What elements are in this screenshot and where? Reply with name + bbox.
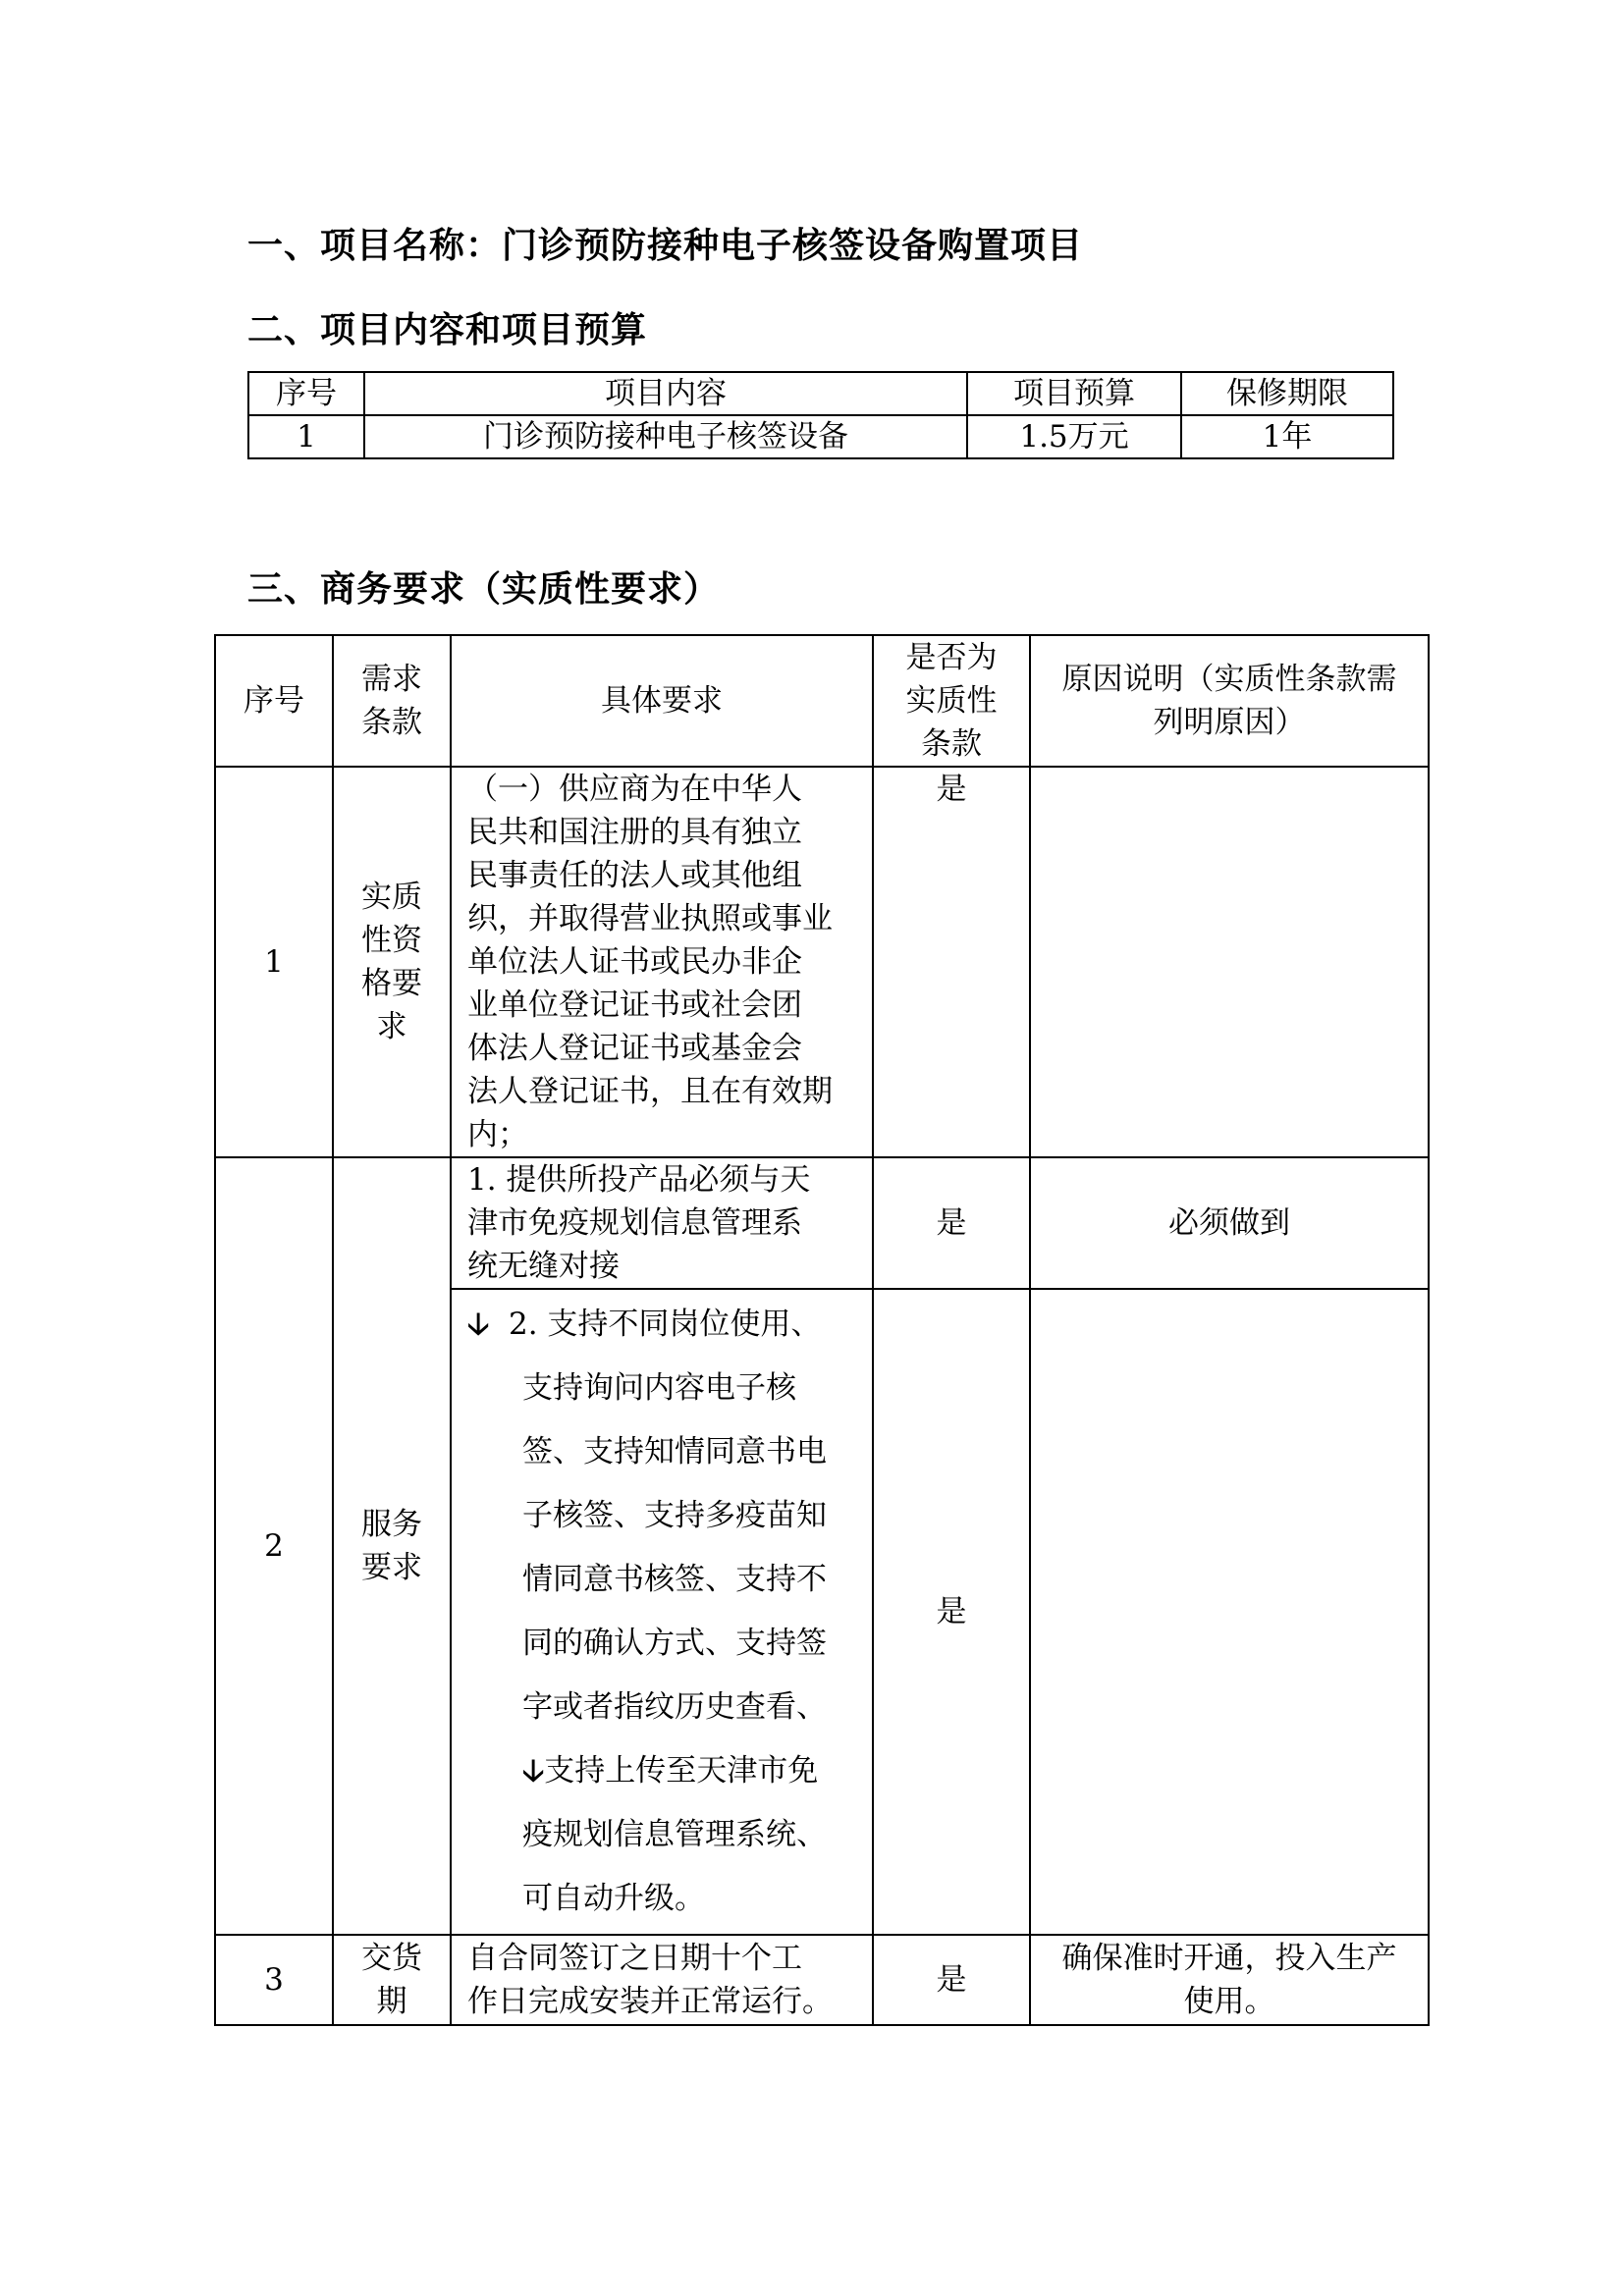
detail-b-line: 子核签、支持多疫苗知 [522, 1498, 827, 1533]
header-content: 项目内容 [364, 372, 967, 415]
detail-b-first: 2. 支持不同岗位使用、 [508, 1307, 822, 1342]
row2-clause: 服务 要求 [333, 1157, 451, 1935]
row2-substantive-b: 是 [873, 1289, 1030, 1935]
bullet-line-2 [467, 1739, 862, 1803]
header-reason: 原因说明（实质性条款需 列明原因） [1030, 635, 1429, 767]
row2-detail-a: 1. 提供所投产品必须与天 津市免疫规划信息管理系 统无缝对接 [451, 1157, 873, 1289]
arrow-down-icon: 🡣 [522, 1753, 545, 1789]
header-detail: 具体要求 [451, 635, 873, 767]
heading-business-requirements: 三、商务要求（实质性要求） [247, 569, 721, 610]
row2-no: 2 [215, 1157, 333, 1935]
budget-table-header-row [248, 372, 1393, 415]
row2-reason-a: 必须做到 [1030, 1157, 1429, 1289]
row1-substantive: 是 [873, 767, 1030, 1157]
row3-reason: 确保准时开通，投入生产 使用。 [1030, 1935, 1429, 2025]
detail-b-line: 字或者指纹历史查看、 [522, 1689, 827, 1725]
business-table-header-row [215, 635, 1429, 767]
row3-clause: 交货 期 [333, 1935, 451, 2025]
budget-table [247, 371, 1394, 459]
cell-warranty: 1年 [1181, 415, 1393, 458]
arrow-down-icon: 🡣 [467, 1307, 490, 1342]
table-row [215, 1935, 1429, 2025]
row1-detail: （一）供应商为在中华人 民共和国注册的具有独立 民事责任的法人或其他组 织，并取得营业执照或事业 单位法人证书或民办非企 业单位登记证书或社会团 体法人登记证书或基金会 法人登记证书，且在有效期 内； [451, 767, 873, 1157]
row2-reason-b [1030, 1289, 1429, 1935]
row3-no: 3 [215, 1935, 333, 2025]
business-requirements-table [214, 634, 1430, 2026]
row1-no: 1 [215, 767, 333, 1157]
heading-project-name: 一、项目名称：门诊预防接种电子核签设备购置项目 [247, 226, 1084, 266]
header-no: 序号 [215, 635, 333, 767]
header-warranty: 保修期限 [1181, 372, 1393, 415]
header-clause: 需求 条款 [333, 635, 451, 767]
detail-b-line: 支持询问内容电子核 [522, 1370, 796, 1406]
cell-budget: 1.5万元 [967, 415, 1181, 458]
detail-b-line: 情同意书核签、支持不 [522, 1562, 827, 1597]
table-row [215, 1157, 1429, 1289]
row2-substantive-a: 是 [873, 1157, 1030, 1289]
row1-clause: 实质 性资 格要 求 [333, 767, 451, 1157]
table-row [248, 415, 1393, 458]
detail-b-line: 可自动升级。 [522, 1881, 705, 1916]
row2-detail-b [451, 1289, 873, 1935]
detail-b-line: 疫规划信息管理系统、 [522, 1817, 827, 1852]
cell-no: 1 [248, 415, 364, 458]
detail-b-line: 签、支持知情同意书电 [522, 1434, 827, 1469]
detail-b-arrow-line: 支持上传至天津市免 [544, 1753, 819, 1789]
header-budget: 项目预算 [967, 372, 1181, 415]
header-no: 序号 [248, 372, 364, 415]
row3-substantive: 是 [873, 1935, 1030, 2025]
detail-b-line: 同的确认方式、支持签 [522, 1626, 827, 1661]
bullet-line [467, 1307, 821, 1342]
row3-detail: 自合同签订之日期十个工 作日完成安装并正常运行。 [451, 1935, 873, 2025]
cell-content: 门诊预防接种电子核签设备 [364, 415, 967, 458]
heading-project-content-budget: 二、项目内容和项目预算 [247, 310, 648, 350]
header-substantive: 是否为 实质性 条款 [873, 635, 1030, 767]
table-row [215, 767, 1429, 1157]
row1-reason [1030, 767, 1429, 1157]
